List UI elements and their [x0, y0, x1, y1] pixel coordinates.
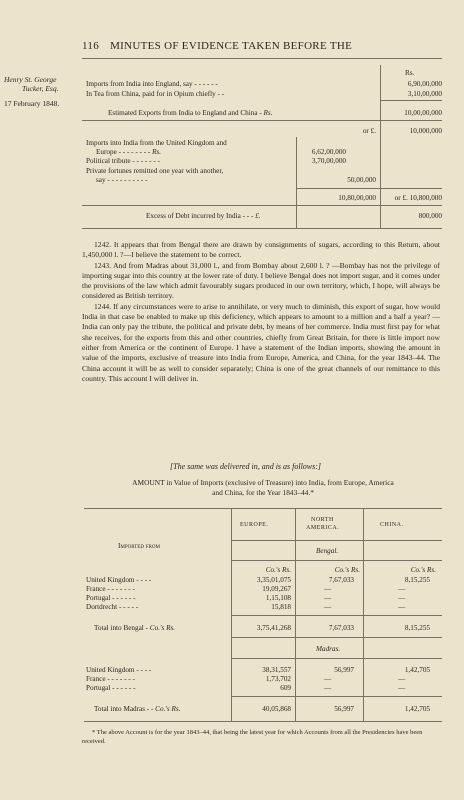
summary-sum-rule — [380, 100, 442, 101]
summary-row-value: or £. 10,800,000 — [394, 194, 442, 202]
cell-na: — — [324, 684, 332, 692]
rs-header: Rs. — [405, 69, 415, 77]
footnote: * The above Account is for the year 1843–44, that being the latest year for which Accounts from all the Presidencies have been received. — [82, 729, 423, 745]
total-bengal-europe: 3,75,41,268 — [256, 624, 291, 632]
total-rule — [232, 696, 442, 697]
cell-china: — — [398, 603, 406, 611]
table-row-place: France - - - - - - - — [86, 585, 135, 593]
summary-row-label: Private fortunes remitted one year with another, — [86, 167, 224, 175]
summary-sum-rule — [296, 188, 442, 189]
header-rule — [232, 540, 442, 541]
currency-label: Co.'s Rs. — [410, 566, 436, 574]
summary-row-value: 10,00,00,000 — [404, 109, 442, 117]
table-top-rule — [84, 508, 442, 509]
currency-label: Co.'s Rs. — [265, 566, 291, 574]
cell-europe: 3,35,01,075 — [256, 576, 291, 584]
summary-row-label: Excess of Debt incurred by India - - - £. — [146, 212, 261, 220]
section-rule — [232, 658, 442, 659]
summary-row-value: 3,70,00,000 — [311, 157, 346, 165]
section-rule — [232, 560, 442, 561]
cell-china: 1,42,705 — [404, 666, 430, 674]
total-madras-na: 56,997 — [334, 705, 354, 713]
imported-from-header: Imported from — [118, 542, 160, 550]
col-header-china: CHINA. — [380, 522, 404, 528]
summary-or-pounds: or £. — [362, 127, 376, 135]
summary-row-value: 6,90,00,000 — [407, 80, 442, 88]
section-rule — [232, 637, 442, 638]
cell-na: 56,997 — [334, 666, 354, 674]
total-madras-china: 1,42,705 — [404, 705, 430, 713]
table-row-place: United Kingdom - - - - — [86, 666, 152, 674]
evidence-paragraphs — [82, 240, 440, 384]
summary-col-divider — [380, 65, 381, 228]
cell-na: — — [324, 675, 332, 683]
total-bengal-china: 8,15,255 — [404, 624, 430, 632]
currency-label: Co.'s Rs. — [334, 566, 360, 574]
summary-rule — [82, 205, 442, 206]
cell-china: — — [398, 684, 406, 692]
summary-row-value: 6,62,00,000 — [311, 148, 346, 156]
page-header — [82, 40, 352, 52]
table-bottom-rule — [84, 721, 442, 722]
table-row-place: France - - - - - - - — [86, 675, 135, 683]
bengal-heading: Bengal. — [316, 547, 339, 555]
cell-europe: 1,15,108 — [265, 594, 291, 602]
total-bengal-label: Total into Bengal - Co.'s Rs. — [94, 624, 176, 632]
col-header-north-1: NORTH — [311, 517, 334, 523]
amount-title-line-2: and China, for the Year 1843–44.* — [212, 488, 314, 497]
table-row-place: Dortdrecht - - - - - — [86, 603, 139, 611]
amount-title-line-1: AMOUNT in Value of Imports (exclusive of Treasure) into India, from Europe, America — [132, 478, 394, 487]
summary-row-value: 10,80,00,000 — [338, 194, 376, 202]
table-row-place: Portugal - - - - - - — [86, 684, 136, 692]
col-header-north-2: AMERICA. — [306, 525, 340, 531]
delivered-note: [The same was delivered in, and is as follows:] — [170, 462, 322, 471]
summary-row-label: Estimated Exports from India to England and China - Rs. — [108, 109, 273, 117]
total-bengal-na: 7,67,033 — [328, 624, 354, 632]
summary-rule — [82, 120, 442, 121]
summary-row-label: In Tea from China, paid for in Opium chiefly - - — [86, 90, 225, 98]
table-row-place: United Kingdom - - - - — [86, 576, 152, 584]
cell-europe: 609 — [280, 684, 291, 692]
total-rule — [232, 615, 442, 616]
cell-china: — — [398, 675, 406, 683]
cell-china: — — [398, 585, 406, 593]
summary-row-value: 3,10,00,000 — [407, 90, 442, 98]
header-rule — [82, 58, 442, 59]
paragraph-1242: 1242. It appears that from Bengal there are drawn by consignments of sugars, according to this Return, about 1,450,000 l. ?—I believe the statement to be correct. — [82, 240, 440, 260]
total-madras-europe: 40,05,868 — [262, 705, 291, 713]
cell-china: 8,15,255 — [404, 576, 430, 584]
table-row-place: Portugal - - - - - - — [86, 594, 136, 602]
testimony-date: 17 February 1848. — [4, 99, 60, 108]
paragraph-1243: 1243. And from Madras about 31,000 l., and from Bombay about 2,600 l. ? —Bombay has not the privilege of importing sugar into this country at the lower rate of duty. I believe Bengal does not import sugar, and it comes under the provisions of the law which admit favourably sugars produced in our own territory, which, I hope, will always be considered as British territory. — [82, 260, 440, 301]
summary-row-label: Imports into India from the United Kingdom and — [86, 139, 227, 147]
cell-na: — — [324, 603, 332, 611]
witness-title: Tucker, Esq. — [22, 84, 59, 93]
summary-row-label: Political tribute - - - - - - - — [86, 157, 160, 165]
cell-europe: 15,818 — [271, 603, 291, 611]
cell-na: — — [324, 585, 332, 593]
cell-europe: 38,31,557 — [262, 666, 291, 674]
cell-na: 7,67,033 — [328, 576, 354, 584]
cell-europe: 19,09,267 — [262, 585, 291, 593]
cell-china: — — [398, 594, 406, 602]
summary-row-label: say - - - - - - - - - - — [96, 176, 148, 184]
summary-row-label: Imports from India into England, say - - - - - - — [86, 80, 218, 88]
summary-row-value: 10,000,000 — [409, 127, 442, 135]
page-number: 116 — [82, 40, 99, 52]
madras-heading: Madras. — [316, 645, 341, 653]
page-title: MINUTES OF EVIDENCE TAKEN BEFORE THE — [110, 40, 353, 52]
amount-title — [84, 478, 442, 498]
cell-europe: 1,73,702 — [265, 675, 291, 683]
witness-name: Henry St. George — [4, 75, 57, 84]
cell-na: — — [324, 594, 332, 602]
total-madras-label: Total into Madras - - Co.'s Rs. — [94, 705, 181, 713]
col-header-europe: EUROPE. — [240, 522, 269, 528]
summary-row-label: Europe - - - - - - - - Rs. — [96, 148, 162, 156]
summary-row-value: 800,000 — [418, 212, 442, 220]
summary-row-value: 50,00,000 — [347, 176, 376, 184]
summary-rule — [82, 228, 442, 229]
paragraph-1244: 1244. If any circumstances were to arise to annihilate, or very much to diminish, this export of sugar, how would India in that case be enabled to make up this deficiency, which appears to amount to a million and a half a year? —India can only pay the tribute, the political and private debt, by means of her commerce. India must first pay for what she receives, for the exports from this and other countries, chiefly from Great Britain, for there is little import now either from America or the continent of Europe. I have a statement of the Indian imports, showing the amount in value of the imports, exclusive of treasure into India from Europe, America, and China, for the year 1843–44. The China account it will be as well to consider separately; China is one of the great channels of our remittance to this country. This account I will deliver in. — [82, 301, 440, 383]
